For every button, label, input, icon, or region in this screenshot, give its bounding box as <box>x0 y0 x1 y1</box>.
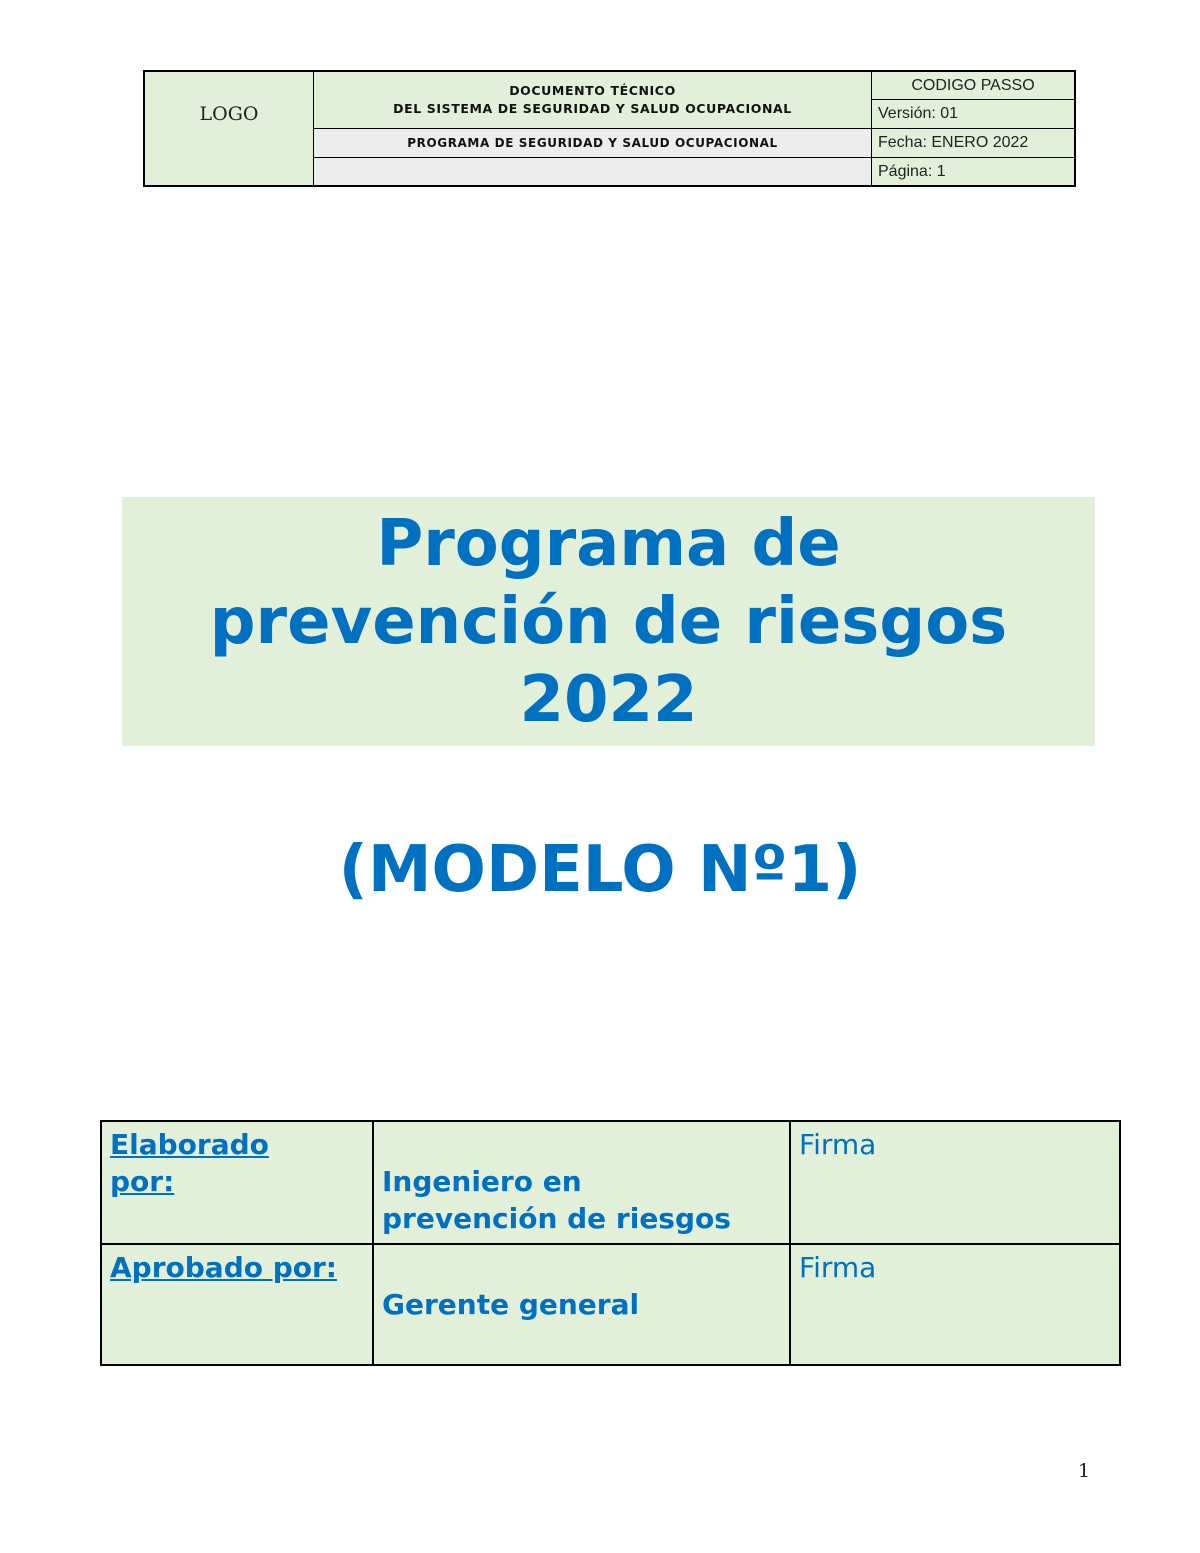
document-header-table <box>143 70 1076 187</box>
prepared-by-label-line-2: por: <box>110 1165 175 1198</box>
prepared-by-role-line-2: prevención de riesgos <box>382 1202 731 1235</box>
main-title-line-1: Programa de <box>376 506 841 581</box>
prepared-by-label-line-1: Elaborado <box>110 1128 269 1161</box>
document-title-line-2: DEL SISTEMA DE SEGURIDAD Y SALUD OCUPACIONAL <box>393 101 792 116</box>
approved-by-label-cell <box>102 1245 374 1364</box>
main-title-box <box>122 497 1095 746</box>
document-page: Página: 1 <box>878 162 946 180</box>
empty-cell <box>314 158 872 185</box>
prepared-by-label-cell <box>102 1122 374 1245</box>
approved-by-role-cell: Gerente general <box>374 1245 791 1364</box>
document-code: CODIGO PASSO <box>872 72 1074 100</box>
prepared-by-role-cell <box>374 1122 791 1245</box>
main-title-line-2: prevención de riesgos <box>209 584 1008 659</box>
approved-by-label: Aprobado por: <box>110 1251 338 1284</box>
main-title-line-3: 2022 <box>519 662 698 737</box>
document-date: Fecha: ENERO 2022 <box>872 129 1074 158</box>
program-name-cell: PROGRAMA DE SEGURIDAD Y SALUD OCUPACIONAL <box>314 129 872 158</box>
prepared-by-signature-cell: Firma <box>791 1122 1119 1245</box>
approved-by-signature-cell: Firma <box>799 1251 877 1284</box>
document-title-cell <box>314 72 872 129</box>
approval-signature-table <box>100 1120 1121 1366</box>
logo-placeholder: LOGO <box>145 72 314 185</box>
model-subtitle: (MODELO Nº1) <box>338 833 862 907</box>
document-version: Versión: 01 <box>872 100 1074 129</box>
page-number: 1 <box>1078 1460 1091 1482</box>
document-title-line-1: DOCUMENTO TÉCNICO <box>509 83 676 98</box>
prepared-by-role-line-1: Ingeniero en <box>382 1165 582 1198</box>
